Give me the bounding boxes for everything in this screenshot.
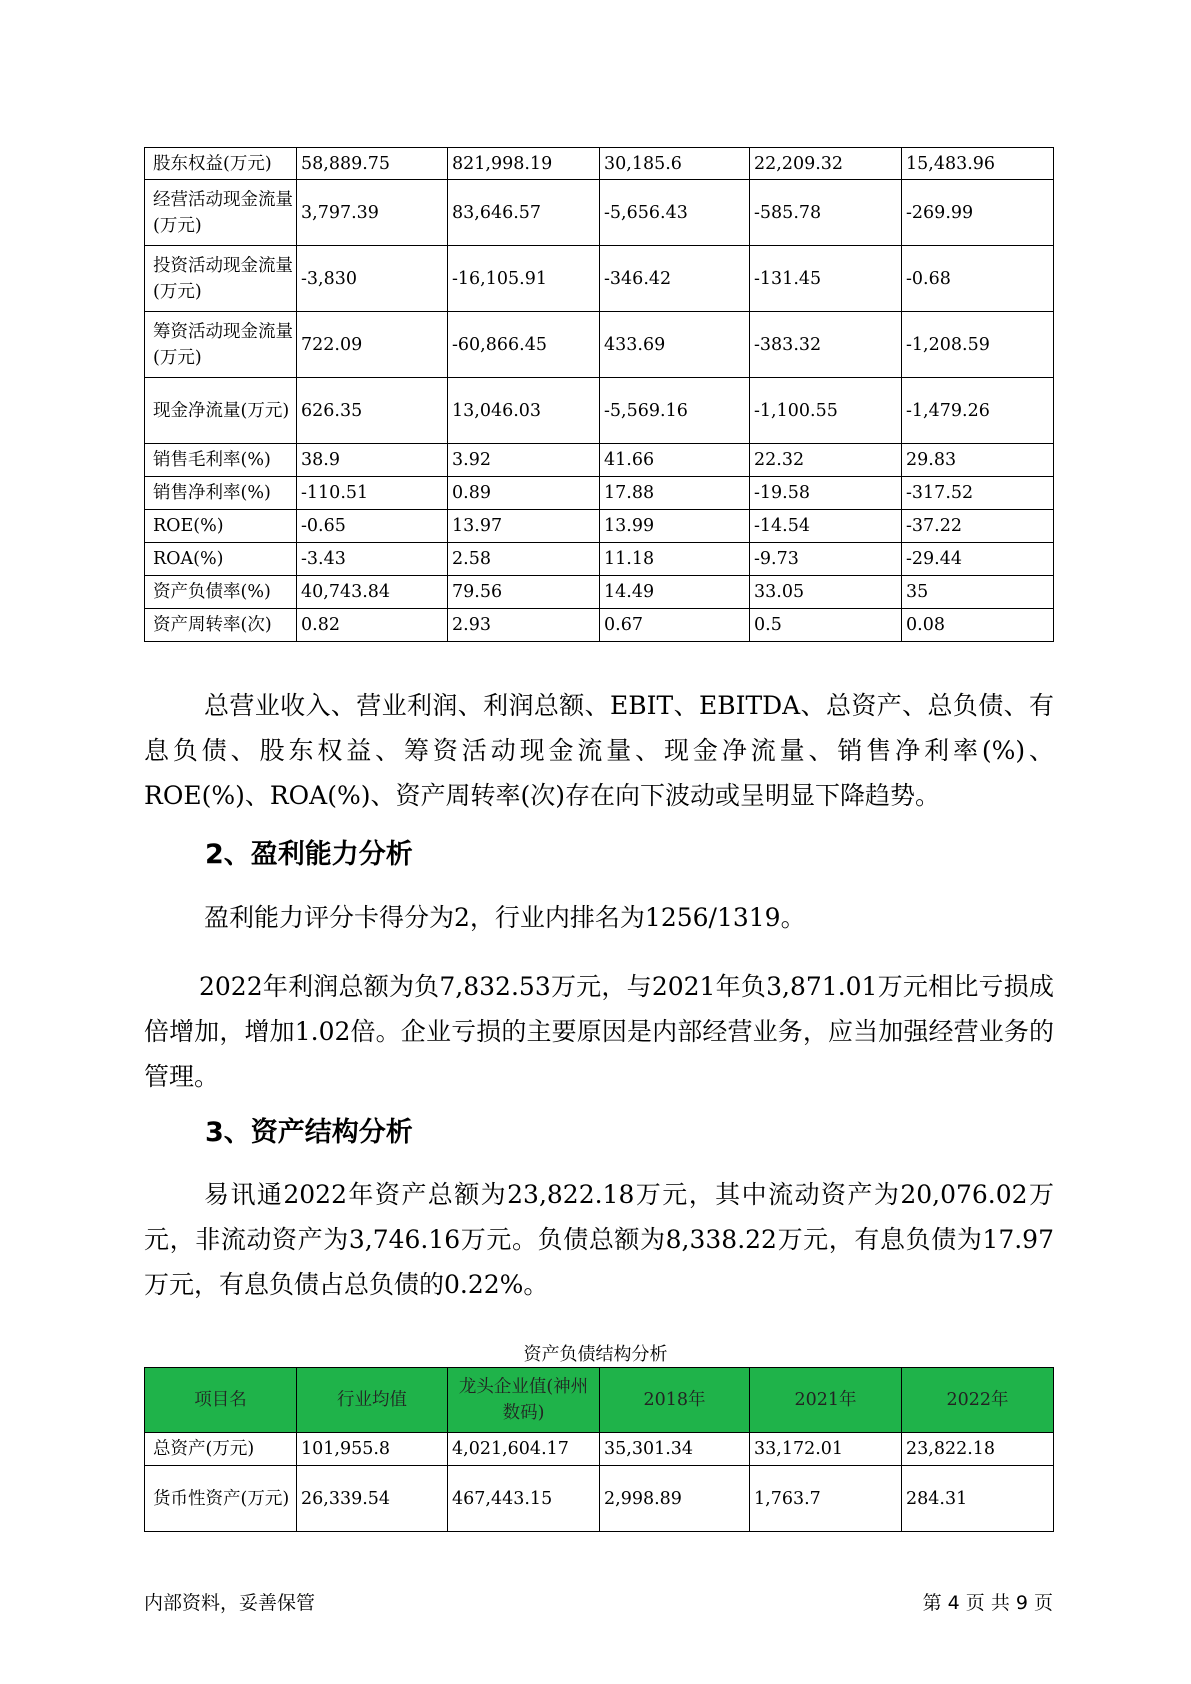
table-cell: -19.58 xyxy=(750,477,902,510)
row-label: 货币性资产(万元) xyxy=(145,1466,297,1532)
table-cell: 35,301.34 xyxy=(600,1433,750,1466)
table-caption: 资产负债结构分析 xyxy=(523,1344,668,1365)
table-row xyxy=(145,1433,1054,1466)
table-row xyxy=(145,246,1054,312)
table-cell: 284.31 xyxy=(902,1466,1054,1532)
profit-analysis-paragraph: 2022年利润总额为负7,832.53万元，与2021年负3,871.01万元相比亏损成倍增加，增加1.02倍。企业亏损的主要原因是内部经营业务，应当加强经营业务的管理。 xyxy=(144,972,1054,1091)
column-header: 2022年 xyxy=(902,1368,1054,1433)
table-cell: 30,185.6 xyxy=(600,148,750,180)
table-cell: 0.67 xyxy=(600,609,750,642)
table-cell: 17.88 xyxy=(600,477,750,510)
column-header: 2018年 xyxy=(600,1368,750,1433)
table-cell: 33.05 xyxy=(750,576,902,609)
financial-indicators-table xyxy=(144,147,1054,642)
table-cell: -269.99 xyxy=(902,180,1054,246)
table-row xyxy=(145,148,1054,180)
table-row xyxy=(145,477,1054,510)
footer-confidential-note: 内部资料，妥善保管 xyxy=(144,1592,316,1614)
table-row xyxy=(145,180,1054,246)
asset-structure-paragraph: 易讯通2022年资产总额为23,822.18万元，其中流动资产为20,076.02万元，非流动资产为3,746.16万元。负债总额为8,338.22万元，有息负债为17.97万元，有息负债占总负债的0.22%。 xyxy=(144,1180,1054,1299)
table-cell: 3.92 xyxy=(448,444,600,477)
column-header: 2021年 xyxy=(750,1368,902,1433)
table-cell: -14.54 xyxy=(750,510,902,543)
table-cell: -0.65 xyxy=(297,510,448,543)
table-cell: 626.35 xyxy=(297,378,448,444)
row-label: 现金净流量(万元) xyxy=(145,378,297,444)
footer-page-number: 第 4 页 共 9 页 xyxy=(922,1592,1053,1614)
row-label: 资产周转率(次) xyxy=(145,609,297,642)
table-cell: -346.42 xyxy=(600,246,750,312)
table-cell: 11.18 xyxy=(600,543,750,576)
table-cell: 13.99 xyxy=(600,510,750,543)
table-cell: 58,889.75 xyxy=(297,148,448,180)
section-heading-profitability: 2、盈利能力分析 xyxy=(205,839,413,870)
trend-paragraph: 总营业收入、营业利润、利润总额、EBIT、EBITDA、总资产、总负债、有息负债、股东权益、筹资活动现金流量、现金净流量、销售净利率(%)、ROE(%)、ROA(%)、资产周转率(次)存在向下波动或呈明显下降趋势。 xyxy=(144,691,1054,810)
table-cell: -1,208.59 xyxy=(902,312,1054,378)
row-label: 经营活动现金流量(万元) xyxy=(145,180,297,246)
table-cell: -1,100.55 xyxy=(750,378,902,444)
table-cell: 79.56 xyxy=(448,576,600,609)
table-cell: 41.66 xyxy=(600,444,750,477)
row-label: 资产负债率(%) xyxy=(145,576,297,609)
table-cell: 26,339.54 xyxy=(297,1466,448,1532)
table-cell: 13.97 xyxy=(448,510,600,543)
table-row xyxy=(145,576,1054,609)
table-row xyxy=(145,312,1054,378)
table-cell: 83,646.57 xyxy=(448,180,600,246)
table-cell: 467,443.15 xyxy=(448,1466,600,1532)
table-cell: 0.08 xyxy=(902,609,1054,642)
table-cell: 2,998.89 xyxy=(600,1466,750,1532)
table-cell: -1,479.26 xyxy=(902,378,1054,444)
table-cell: 3,797.39 xyxy=(297,180,448,246)
table-row xyxy=(145,609,1054,642)
table-cell: 722.09 xyxy=(297,312,448,378)
table-cell: -60,866.45 xyxy=(448,312,600,378)
table-cell: -3.43 xyxy=(297,543,448,576)
table-row xyxy=(145,510,1054,543)
column-header: 行业均值 xyxy=(297,1368,448,1433)
table-cell: 2.58 xyxy=(448,543,600,576)
table-cell: -29.44 xyxy=(902,543,1054,576)
table-cell: -16,105.91 xyxy=(448,246,600,312)
table-cell: -3,830 xyxy=(297,246,448,312)
table-cell: 0.5 xyxy=(750,609,902,642)
table-cell: 29.83 xyxy=(902,444,1054,477)
table-cell: 22,209.32 xyxy=(750,148,902,180)
row-label: 销售毛利率(%) xyxy=(145,444,297,477)
table-cell: 15,483.96 xyxy=(902,148,1054,180)
row-label: 筹资活动现金流量(万元) xyxy=(145,312,297,378)
table-cell: 22.32 xyxy=(750,444,902,477)
table-row xyxy=(145,1466,1054,1532)
row-label: 销售净利率(%) xyxy=(145,477,297,510)
table-cell: 4,021,604.17 xyxy=(448,1433,600,1466)
table-cell: 14.49 xyxy=(600,576,750,609)
table-cell: -585.78 xyxy=(750,180,902,246)
table-cell: -5,569.16 xyxy=(600,378,750,444)
table-row xyxy=(145,543,1054,576)
profitability-score-paragraph: 盈利能力评分卡得分为2，行业内排名为1256/1319。 xyxy=(204,903,806,932)
table-cell: -5,656.43 xyxy=(600,180,750,246)
table-cell: 101,955.8 xyxy=(297,1433,448,1466)
table-cell: 13,046.03 xyxy=(448,378,600,444)
table-cell: -383.32 xyxy=(750,312,902,378)
column-header: 龙头企业值(神州数码) xyxy=(448,1368,600,1433)
table-cell: 0.89 xyxy=(448,477,600,510)
table-cell: 821,998.19 xyxy=(448,148,600,180)
table-cell: 2.93 xyxy=(448,609,600,642)
table-cell: 40,743.84 xyxy=(297,576,448,609)
table-cell: 1,763.7 xyxy=(750,1466,902,1532)
row-label: 总资产(万元) xyxy=(145,1433,297,1466)
table-row xyxy=(145,378,1054,444)
table-cell: 33,172.01 xyxy=(750,1433,902,1466)
table-cell: 23,822.18 xyxy=(902,1433,1054,1466)
table-row xyxy=(145,444,1054,477)
row-label: 股东权益(万元) xyxy=(145,148,297,180)
table-cell: -131.45 xyxy=(750,246,902,312)
table-cell: 35 xyxy=(902,576,1054,609)
row-label: ROE(%) xyxy=(145,510,297,543)
asset-liability-structure-table xyxy=(144,1367,1054,1532)
table-cell: -110.51 xyxy=(297,477,448,510)
table-cell: -0.68 xyxy=(902,246,1054,312)
table-cell: -37.22 xyxy=(902,510,1054,543)
table-cell: 0.82 xyxy=(297,609,448,642)
column-header: 项目名 xyxy=(145,1368,297,1433)
table-cell: -317.52 xyxy=(902,477,1054,510)
table-cell: -9.73 xyxy=(750,543,902,576)
row-label: 投资活动现金流量(万元) xyxy=(145,246,297,312)
row-label: ROA(%) xyxy=(145,543,297,576)
section-heading-asset-structure: 3、资产结构分析 xyxy=(205,1117,413,1148)
table-cell: 38.9 xyxy=(297,444,448,477)
table-header-row xyxy=(145,1368,1054,1433)
table-cell: 433.69 xyxy=(600,312,750,378)
